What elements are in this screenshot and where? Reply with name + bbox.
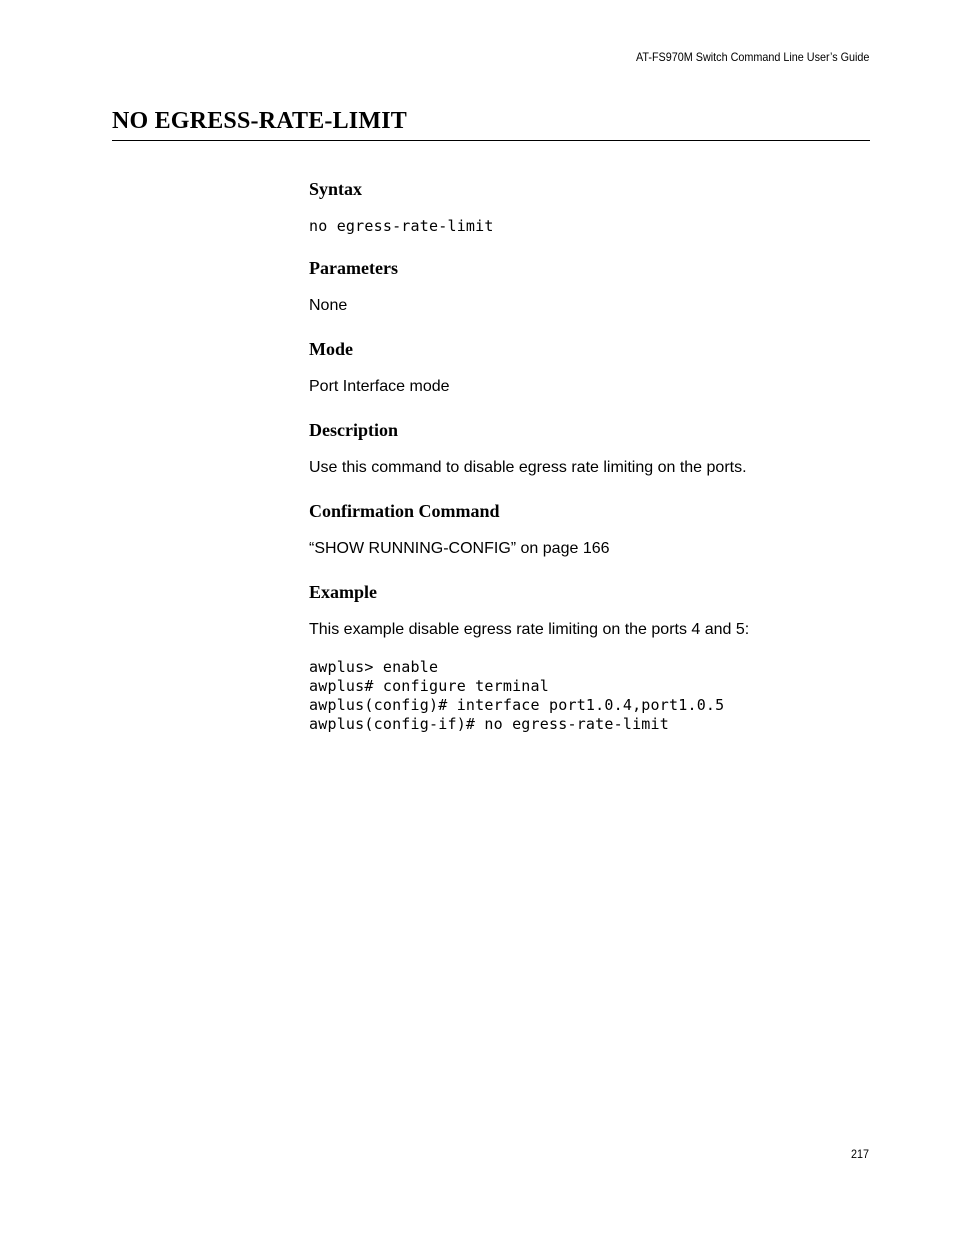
example-code-line: awplus> enable (309, 658, 439, 676)
example-heading: Example (309, 582, 378, 602)
mode-heading: Mode (309, 339, 353, 359)
example-code-line: awplus# configure terminal (309, 677, 549, 695)
example-code-block (309, 658, 724, 734)
syntax-heading: Syntax (309, 179, 363, 199)
confirmation-command-heading: Confirmation Command (309, 501, 500, 521)
parameters-text: None (309, 297, 348, 314)
example-code-line: awplus(config-if)# no egress-rate-limit (309, 715, 669, 733)
parameters-heading: Parameters (309, 258, 398, 278)
description-text: Use this command to disable egress rate limiting on the ports. (309, 459, 747, 476)
confirmation-command-link[interactable]: “SHOW RUNNING-CONFIG” on page 166 (309, 540, 610, 557)
running-header: AT-FS970M Switch Command Line User’s Guide (635, 50, 869, 64)
syntax-code: no egress-rate-limit (309, 217, 494, 235)
description-heading: Description (309, 420, 398, 440)
example-text: This example disable egress rate limiting on the ports 4 and 5: (309, 621, 750, 638)
example-code-line: awplus(config)# interface port1.0.4,port1.0.5 (309, 696, 725, 714)
mode-text: Port Interface mode (309, 378, 450, 395)
title-rule (112, 140, 870, 141)
page-title: NO EGRESS-RATE-LIMIT (112, 108, 407, 134)
page-number: 217 (850, 1147, 869, 1161)
